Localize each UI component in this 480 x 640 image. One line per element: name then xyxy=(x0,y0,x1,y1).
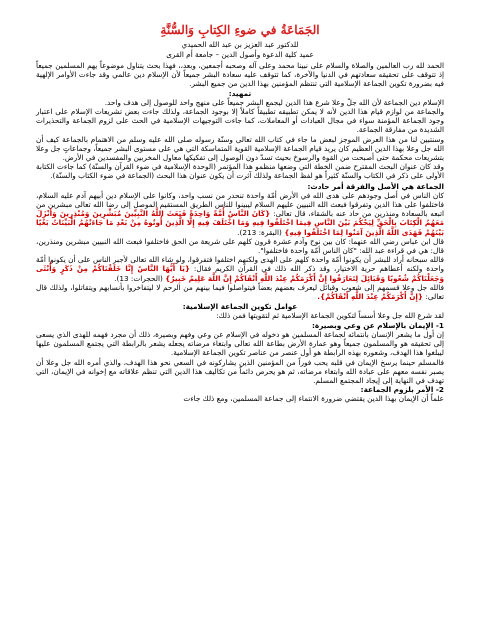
subsection-heading-adherence: 2- الأمر بلزوم الجماعة: xyxy=(360,385,444,395)
paragraph-text: فالله جل وعلا قسمهم إلى شعوب وقبائل ليعرف بعضهم بعضاً فيتواصلوا فيما بينهم من الرحم لا ليتفاخروا بأنسابهم ويتقاتلوا، ولذلك قال تعالى: xyxy=(36,282,444,302)
paragraph-with-quran-quote xyxy=(36,283,444,301)
paragraph: وسنتبين لنا من هذا العرض الموجز لبعض ما جاء في كتاب الله تعالى وسنّة رسوله صلى الله عليه وسلم من الاهتمام بالجماعة كيف أن الله جل وعلا بهذا الدين العظيم كان يريد قيام الجماعة الإسلامية القوية المتماسكة التي هي على مستوى البشر جميعاً، وجماعاتٍ جل وعلا بتشريعات محكمة حتى أصبحت من القوة والرسوخ بحيث تسدّ دون الوصول إلى تفكيكها معاول المخربين والمفسدين في الأرض. xyxy=(36,134,444,163)
paragraph-text: كان الناس في أصل وجودهم على هدى الله في الأرض أمّة واحدة تنحدر من نسب واحد، وكانوا على الإسلام دين أبيهم آدم عليه السلام، فاختلفوا على هذا الدين وتفرقوا فبعث الله النبيين عليهم السلام ليبينوا للناس الطريق المستقيم الموصل إلى رضا الله تعالى مبشرين من اتبعه بالسعادة ومنذرين من حاد عنه بالشقاء، قال تعالى: xyxy=(36,190,445,219)
intro-paragraph: الحمد لله رب العالمين والصلاة والسلام على نبينا محمد وعلى آله وصحبه أجمعين، وبعد،، فهذا بحث يتناول موضوعاً يهم المسلمين جميعاً إذ تتوقف على تحقيقه سعادتهم في الدنيا والآخرة، كما تتوقف عليه سعادة البشر جميعاً لأن الإسلام دين عالمي وقد جاءت الأوامر الإلهية فيه بضرورة تكوين الجماعة الإسلامية التي تنتظم المؤمنين بهذا الدين من جميع البشر. xyxy=(36,61,444,89)
verse-reference: (البقرة: 213). xyxy=(237,227,282,237)
quran-verse: {يَا أَيُّهَا النَّاسُ إِنَّا خَلَقْنَاكُمْ مِنْ ذَكَرٍ وَأُنْثَى وَجَعَلْنَاكُمْ شُعُوبًا وَقَبَائِلَ لِتَعَارَفُوا إِنَّ أَكْرَمَكُمْ عِنْدَ اللَّهِ أَتْقَاكُمْ إِنَّ اللَّهَ عَلِيمٌ خَبِيرٌ} xyxy=(36,264,444,283)
paragraph: الإسلام دين الجماعة لأن الله جلّ وعلا شرع هذا الدين ليجمع البشر جميعاً على منهج واحد للوصول إلى هدف واحد. xyxy=(104,97,444,107)
quran-verse: {كَانَ النَّاسُ أُمَّةً وَاحِدَةً فَبَعَثَ اللَّهُ النَّبِيِّينَ مُبَشِّرِينَ وَمُنْذِرِينَ وَأَنْزَلَ مَعَهُمُ الْكِتَابَ بِالْحَقِّ لِيَحْكُمَ بَيْنَ النَّاسِ فِيمَا اخْتَلَفُوا فِيهِ وَمَا اخْتَلَفَ فِيهِ إِلَّا الَّذِينَ أُوتُوهُ مِنْ بَعْدِ مَا جَاءَتْهُمُ الْبَيِّنَاتُ بَغْيًا بَيْنَهُمْ فَهَدَى اللَّهُ الَّذِينَ آمَنُوا لِمَا اخْتَلَفُوا فِيهِ} xyxy=(36,209,444,237)
paragraph-with-quran-quote xyxy=(36,255,444,283)
verse-reference: (الحجرات: 13). xyxy=(114,273,163,283)
author-affiliation: عميد كلية الدعوة وأصول الدين – جامعة أم القرى xyxy=(166,50,314,59)
paragraph: قال ابن عباس رضي الله عنهما: كان بين نوح وآدم عشرة قرون كلهم على شريعة من الحق فاختلفوا فبعث الله النبيين مبشرين ومنذرين، قال: هي في قراءة عبد الله: "كان الناس أمّة واحدة فاختلفوا". xyxy=(36,236,444,256)
document-title: الجَمَاعَةُ في ضوءِ الكِتابِ وَالسُّنَّةِ xyxy=(160,23,320,37)
author-line: للدكتور عبد العزيز بن عبد الله الحميدي xyxy=(181,40,299,49)
paragraph-with-quran-quote xyxy=(36,191,444,237)
paragraph: وقد كان عنوان البحث المقترح ضمن الخطة التي وضعها منظمو هذا المؤتمر (الوحدة الإسلامية في ضوء القرآن والسنّة) كما جاءت الكتابة الأولى على ذكر في الكتاب والسنّة كثيراً هو لفظ الجماعة ولذلك آثرت أن يكون عنوان هذا البحث (الجماعة في ضوء الكتاب والسنّة). xyxy=(36,162,444,181)
paragraph-text: فالله سبحانه أراد للبشر أن يكونوا أمّة واحدة كلهم على الهدى ولكنهم اختلفوا فتفرقوا، ولو شاء الله تعالى لأجبر الناس على أن يكونوا أمّة واحدة ولكنه أعطاهم حرية الاختيار، وقد ذكر الله ذلك في القرآن الكريم فقال: xyxy=(36,255,445,274)
paragraph: علماً أن الإيمان بهذا الدين يقتضي ضرورة الانتماء إلى جماعة المسلمين، ومع ذلك جاءت xyxy=(183,394,444,404)
subsection-heading-faith: 1- الإيمان بالإسلام عن وعي وبصيرة: xyxy=(312,320,444,330)
paragraph: لقد شرع الله جل وعلا أسساً لتكوين الجماعة الإسلامية ثم لتقويتها فمن ذلك: xyxy=(216,311,444,321)
section-heading-origin: الجماعة هي الأصل والفرقة أمر حادث: xyxy=(307,181,444,191)
section-heading-preface: تمهيد: xyxy=(228,88,252,98)
section-heading-factors: عوامل تكوين الجماعة الإسلامية: xyxy=(182,302,298,312)
paragraph: إن أول ما يشعر الإنسان بانتمائه لجماعة المسلمين هو دخوله في الإسلام عن وعي وفهم وبصيرة، ذلك أن مجرد فهمه للهدى الذي يسعى إلى تحقيقه هو والمسلمون جميعاً وهو عمارة الأرض بطاعة الله تعالى وابتغاء مرضاته يجعله يشعر بالرابطة التي يجتمع المسلمون عليها ليبلغوا هذا الهدف، وشعوره بهذه الرابطة هو أول عنصر من عناصر تكوين الجماعة الإسلامية. xyxy=(36,329,444,358)
paragraph: والجماعة من لوازم قيام هذا الدين لأنه لا يمكن تطبيقه تطبيقاً كاملاً إلا بوجود الجماعة، ولذلك جاءت بعض تشريعات الإسلام على اعتبار وجود الجماعة المؤمنة سواء في مجال العبادات أو المعاملات، كما جاءت التوجيهات الإسلامية في الحث على لزوم الجماعة والتحذيرات الشديدة من مفارقة الجماعة. xyxy=(36,107,444,135)
quran-verse: {إِنَّ أَكْرَمَكُمْ عِنْدَ اللَّهِ أَتْقَاكُمْ}. xyxy=(317,292,424,302)
paragraph: فالمسلم حينما يرسخ الإيمان في قلبه يحب فوراً من المؤمنين الذين يشاركونه في السعي نحو هذا الهدف، والذي أمره الله جل وعلا أن يصبر نفسه معهم على عبادة الله وابتغاء مرضاته، ثم هو يحرص دائماً من تكاليف هذا الدين التي تنظم علاقاته مع إخوانه في الإيمان، التي تهدف في النهاية إلى إيجاد المجتمع المسلم. xyxy=(36,357,444,385)
